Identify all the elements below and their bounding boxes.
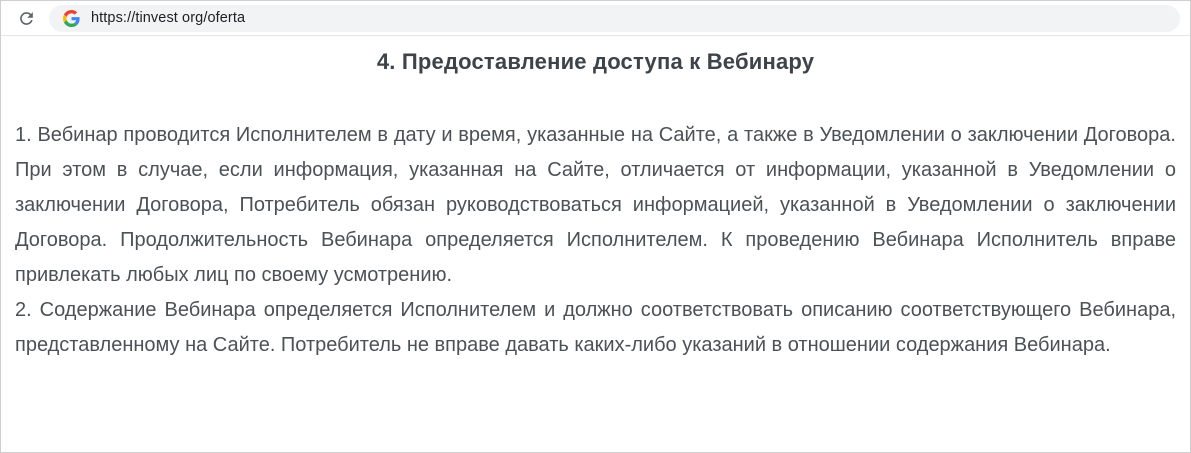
paragraph: 2. Содержание Вебинара определяется Исполнителем и должно соответствовать описанию соответствующего Вебинара, представленному на Сайте. Потребитель не вправе давать каких-либо указаний в отношении содержания Вебинара. bbox=[15, 299, 1176, 356]
address-bar[interactable] bbox=[49, 5, 1180, 32]
browser-toolbar bbox=[1, 1, 1190, 36]
reload-button[interactable] bbox=[13, 5, 39, 31]
google-g-icon bbox=[63, 10, 80, 27]
paragraph: 1. Вебинар проводится Исполнителем в дату и время, указанные на Сайте, а также в Уведомлении о заключении Договора. При этом в случае, если информация, указанная на Сайте, отличается от информации, указанной в Уведомлении о заключении Договора, Потребитель обязан руководствоваться информацией, указанной в Уведомлении о заключении Договора. Продолжительность Вебинара определяется Исполнителем. К проведению Вебинара Исполнитель вправе привлекать любых лиц по своему усмотрению. bbox=[15, 124, 1176, 286]
page-title: 4. Предоставление доступа к Вебинару bbox=[376, 49, 815, 74]
document-text bbox=[15, 118, 1176, 363]
url-text: https://tinvest org/oferta bbox=[91, 10, 246, 26]
reload-icon bbox=[17, 9, 36, 28]
page-content bbox=[1, 49, 1190, 363]
